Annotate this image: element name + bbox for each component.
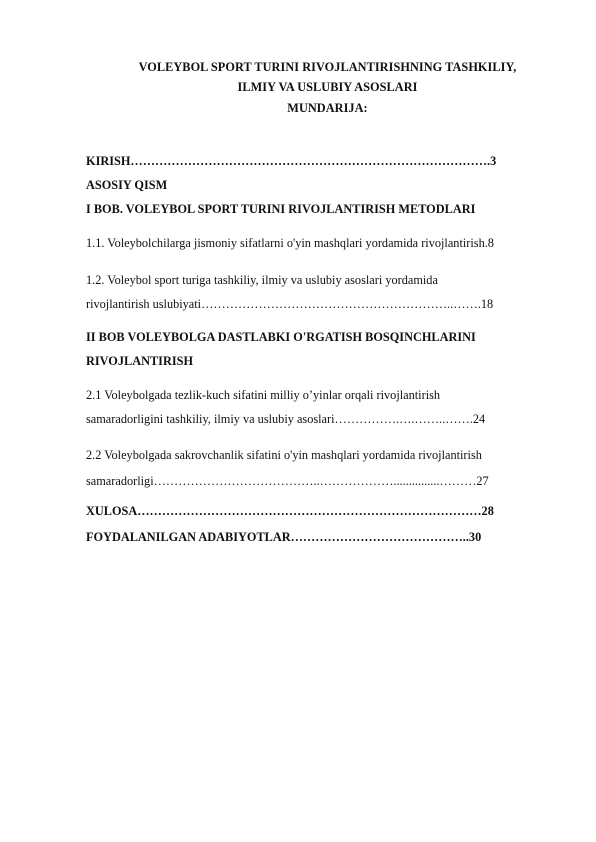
toc-entry-kirish: KIRISH…………………………………………………………………………….3 [86,154,497,168]
toc-entry-chapter-2-line-1: II BOB VOLEYBOLGA DASTLABKI O'RGATISH BOSQINCHLARINI [86,330,476,344]
toc-entry-section-2-2-line-1: 2.2 Voleybolgada sakrovchanlik sifatini o'yin mashqlari yordamida rivojlantirish [86,448,482,462]
toc-entry-chapter-2-line-2: RIVOJLANTIRISH [86,354,194,368]
toc-entry-section-2-2-line-2: samaradorligi…………………………………..………………...............………27 [86,474,489,488]
toc-entry-section-1-2-line-2: rivojlantirish uslubiyati……………………………………………………..…….18 [86,297,494,311]
document-title-line-1: VOLEYBOL SPORT TURINI RIVOJLANTIRISHNING TASHKILIY, [138,60,517,74]
toc-entry-foydalanilgan-adabiyotlar: FOYDALANILGAN ADABIYOTLAR……………………………………..30 [86,530,482,544]
toc-entry-section-2-1-line-1: 2.1 Voleybolgada tezlik-kuch sifatini milliy o’yinlar orqali rivojlantirish [86,388,441,402]
contents-heading: MUNDARIJA: [287,101,368,115]
toc-entry-section-1-1: 1.1. Voleybolchilarga jismoniy sifatlarni o'yin mashqlari yordamida rivojlantirish.8 [86,236,494,250]
document-title-line-2: ILMIY VA USLUBIY ASOSLARI [237,80,418,94]
toc-entry-asosiy-qism: ASOSIY QISM [86,178,168,192]
toc-entry-chapter-1: I BOB. VOLEYBOL SPORT TURINI RIVOJLANTIRISH METODLARI [86,202,476,216]
toc-entry-section-1-2-line-1: 1.2. Voleybol sport turiga tashkiliy, ilmiy va uslubiy asoslari yordamida [86,273,438,287]
toc-entry-section-2-1-line-2: samaradorligini tashkiliy, ilmiy va uslubiy asoslari…………….….……..…….24 [86,412,486,426]
toc-entry-xulosa: XULOSA…………………………………………………………………………28 [86,504,494,518]
